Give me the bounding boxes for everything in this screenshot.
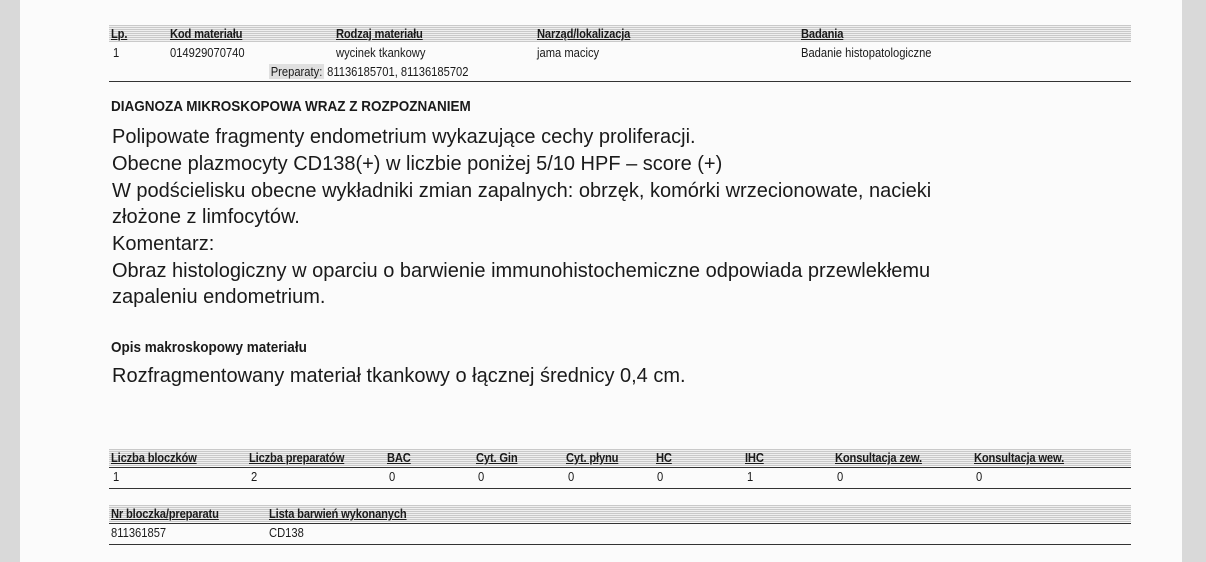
count-ihc: 1 [747, 469, 754, 484]
material-lp: 1 [113, 45, 120, 60]
header-liczba-bloczkow: Liczba bloczków [111, 450, 197, 465]
header-lp: Lp. [111, 26, 128, 41]
stain-lista: CD138 [269, 525, 304, 540]
header-konsultacja-wew: Konsultacja wew. [974, 450, 1065, 465]
material-badania: Badanie histopatologiczne [801, 45, 932, 60]
material-kod: 014929070740 [170, 45, 245, 60]
report-page [20, 0, 1182, 562]
header-hc: HC [656, 450, 672, 465]
header-narzad-lokalizacja: Narząd/lokalizacja [537, 26, 631, 41]
header-lista-barwien: Lista barwień wykonanych [269, 506, 407, 521]
header-konsultacja-zew: Konsultacja zew. [835, 450, 922, 465]
preparaty-label: Preparaty: [270, 64, 323, 79]
header-cyt-gin: Cyt. Gin [476, 450, 518, 465]
material-rodzaj: wycinek tkankowy [336, 45, 426, 60]
diagnosis-line: Obraz histologiczny w oparciu o barwienie immunohistochemiczne odpowiada przewlekłemu [112, 260, 931, 282]
diagnosis-line: W podścielisku obecne wykładniki zmian zapalnych: obrzęk, komórki wrzecionowate, nacieki [112, 180, 932, 202]
diagnosis-title: DIAGNOZA MIKROSKOPOWA WRAZ Z ROZPOZNANIEM [111, 98, 471, 115]
count-cyt-plynu: 0 [568, 469, 575, 484]
diagnosis-line: Polipowate fragmenty endometrium wykazujące cechy proliferacji. [112, 126, 696, 148]
count-konsultacja-zew: 0 [837, 469, 844, 484]
diagnosis-line: Obecne plazmocyty CD138(+) w liczbie poniżej 5/10 HPF – score (+) [112, 153, 723, 175]
materials-divider [109, 81, 1131, 82]
counts-header-divider [109, 467, 1131, 468]
header-nr-bloczka: Nr bloczka/preparatu [111, 506, 219, 521]
stains-header-divider [109, 523, 1131, 524]
preparaty-line [269, 64, 468, 79]
stains-header-bar [109, 505, 1131, 522]
header-kod-materialu: Kod materiału [170, 26, 243, 41]
stain-nr-bloczka: 811361857 [111, 525, 167, 540]
material-narzad: jama macicy [537, 45, 600, 60]
count-bac: 0 [389, 469, 396, 484]
header-cyt-plynu: Cyt. płynu [566, 450, 619, 465]
count-liczba-bloczkow: 1 [113, 469, 120, 484]
header-ihc: IHC [745, 450, 764, 465]
count-liczba-preparatow: 2 [251, 469, 258, 484]
diagnosis-line: złożone z limfocytów. [112, 206, 300, 228]
macro-text: Rozfragmentowany materiał tkankowy o łącznej średnicy 0,4 cm. [112, 365, 686, 387]
preparaty-value: 81136185701, 81136185702 [327, 64, 469, 79]
count-konsultacja-wew: 0 [976, 469, 983, 484]
count-cyt-gin: 0 [478, 469, 485, 484]
diagnosis-line: zapaleniu endometrium. [112, 286, 326, 308]
macro-title: Opis makroskopowy materiału [111, 339, 307, 356]
header-liczba-preparatow: Liczba preparatów [249, 450, 345, 465]
count-hc: 0 [657, 469, 664, 484]
stains-bottom-divider [109, 544, 1131, 545]
counts-bottom-divider [109, 488, 1131, 489]
header-rodzaj-materialu: Rodzaj materiału [336, 26, 423, 41]
diagnosis-comment-label: Komentarz: [112, 233, 215, 255]
header-bac: BAC [387, 450, 411, 465]
header-badania: Badania [801, 26, 844, 41]
